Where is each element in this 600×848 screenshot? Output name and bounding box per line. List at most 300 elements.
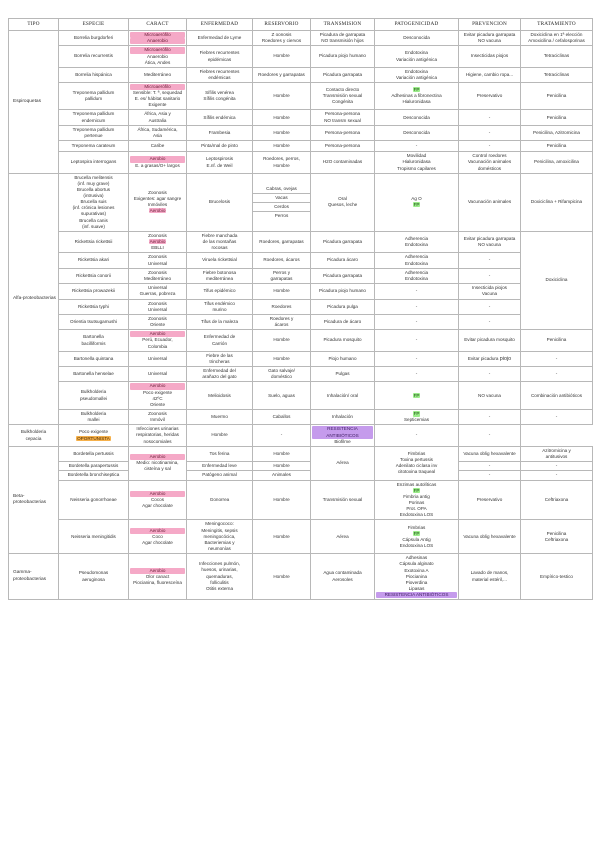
table-row [9, 351, 593, 366]
caract-text: E. a grasas/O+ largos [135, 162, 180, 168]
caract-text: Zoonosis [148, 232, 167, 238]
fp-badge: FP [413, 487, 420, 493]
enfermedad-cell: Fiebres recurrentes epidémicas [187, 46, 253, 67]
tratamiento-cell: - [521, 462, 593, 471]
reservorio-cell: Hombre [253, 110, 311, 125]
patogenicidad-cell: Desconocida [375, 125, 459, 140]
section-gamma: Gamma- proteobacterias [9, 554, 59, 600]
enfermedad-cell: Frambesia [187, 125, 253, 140]
caract-cell [129, 554, 187, 600]
transmision-cell: Persona-persona NO transm sexual [311, 110, 375, 125]
caract-cell [129, 520, 187, 554]
especie-cell: Pseudomonas aeruginosa [59, 554, 129, 600]
especie-cell: Rickettsia prowazekii [59, 284, 129, 299]
caract-cell [129, 173, 187, 231]
especie-cell: Bulkholderia mallei [59, 409, 129, 424]
table-row [9, 330, 593, 351]
tratamiento-cell: Penicilina [521, 110, 593, 125]
caract-text: Medio: nicotinamina, cisteína y sal [136, 460, 179, 472]
caract-cell [129, 446, 187, 480]
patogenicidad-text: Fimbrias [407, 524, 426, 530]
caract-cell: Caribe [129, 141, 187, 152]
enfermedad-cell: Muermo [187, 409, 253, 424]
reservorio-cell: Roedores, garrapatas [253, 231, 311, 253]
caract-text: Zoonosis Exigentes: agar sangre Inmóviles [133, 190, 182, 208]
patogenicidad-cell [375, 173, 459, 231]
table-row [9, 382, 593, 409]
patogenicidad-cell: Endotoxina Variación antigénica [375, 46, 459, 67]
transmision-cell: Picadura ácaro [311, 253, 375, 268]
table-row [9, 268, 593, 283]
caract-cell: África, Sudamérica, Asia [129, 125, 187, 140]
table-row [9, 367, 593, 382]
prevencion-cell: Lavado de manos, material estéril,... [459, 554, 521, 600]
prevencion-cell: - [459, 314, 521, 329]
prevencion-cell: Insecticidas piojos [459, 46, 521, 67]
transmision-cell: Agua contaminada Aerosoles [311, 554, 375, 600]
enfermedad-cell: Infecciones pulmón, huesos, urinarias, quemaduras, folliculitis Otitis externa [187, 554, 253, 600]
tratamiento-cell: Penicilina, amoxicilina [521, 152, 593, 174]
caract-cell: Mediterráneo [129, 67, 187, 82]
patogenicidad-cell [375, 520, 459, 554]
patogenicidad-text: Fimbria antig Porinas Prot. OPA Endotoxina LOS [399, 493, 434, 518]
header-transmision: TRANSMISION [311, 19, 375, 31]
caract-cell [129, 330, 187, 351]
enfermedad-cell: Melioidosis [187, 382, 253, 409]
table-row [9, 554, 593, 600]
especie-cell: Bartonella bacilliformis [59, 330, 129, 351]
tratamiento-cell: Ceftriaxona [521, 480, 593, 520]
fp-badge: FP [413, 530, 420, 536]
bacteria-table [8, 18, 593, 600]
caract-cell: África, Asia y Australia [129, 110, 187, 125]
caract-cell: Zoonosis Universal [129, 299, 187, 314]
table-row [9, 31, 593, 46]
reservorio-cell: Animales [253, 471, 311, 480]
aerobio-badge: Aerobio [130, 156, 185, 162]
especie-cell: Treponema pallidum pallidum [59, 83, 129, 110]
section-beta: Beta-proteobacterias [9, 446, 59, 554]
tratamiento-cell: Combinación antibióticos [521, 382, 593, 409]
reservorio-cell: Hombre [253, 330, 311, 351]
especie-cell: Bulkholderia cepacia [9, 425, 59, 447]
transmision-cell: H2O contaminadas [311, 152, 375, 174]
transmision-cell: Piojo humano [311, 351, 375, 366]
patogenicidad-cell [311, 425, 375, 447]
caract-text: EBLLI [151, 245, 164, 251]
patogenicidad-cell: Endotoxina Variación antigénica [375, 67, 459, 82]
patogenicidad-text: Adhesinas Cápsula alginato Exotoxina A Piocianina Pioverdina Lipasas [399, 555, 434, 591]
especie-cell: Rickettsia akari [59, 253, 129, 268]
tratamiento-cell: Tetraciclinas [521, 67, 593, 82]
prevencion-cell: Control roedores Vacunación animales domésticos [459, 152, 521, 174]
transmision-cell: Picadura mosquito [311, 330, 375, 351]
reservorio-cell: Hombre [253, 480, 311, 520]
reservorio-cell: Roedores y ácaros [253, 314, 311, 329]
microaerofilo-badge: Microaerófilo [130, 47, 185, 53]
brucella-suis: Brucella suis (inf. crónica lesiones supurativas) [72, 199, 115, 217]
prevencion-cell: Vacunación animales [459, 173, 521, 231]
caract-cell: Zoonosis Universal [129, 253, 187, 268]
enfermedad-cell: Viruela rickettsial [187, 253, 253, 268]
reservorio-cell: Caballos [253, 409, 311, 424]
table-row [9, 141, 593, 152]
fp-badge: FP [413, 410, 420, 416]
header-prevencion: PREVENCION [459, 19, 521, 31]
prevencion-cell: Evitar picadura garrapata NO vacuna [459, 231, 521, 253]
reservorio-cell: Hombre [253, 351, 311, 366]
prevencion-cell: Preservativo [459, 480, 521, 520]
prevencion-cell: - [459, 110, 521, 125]
patogenicidad-cell: - [375, 299, 459, 314]
aerobio-badge: Aerobio [149, 208, 166, 214]
transmision-cell: Picadura de ácaro [311, 314, 375, 329]
reservorio-cell: Hombre [253, 83, 311, 110]
especie-cell: Bordetella bronchiseptica [59, 471, 129, 480]
tratamiento-cell: Doxiciclina en 1ª elección Amoxicilina / cefalosporinas [521, 31, 593, 46]
enfermedad-cell: Enfermedad del arañazo del gato [187, 367, 253, 382]
patogenicidad-cell [375, 382, 459, 409]
header-row [9, 19, 593, 31]
table-row [9, 446, 593, 461]
reservorio-perros: Perros [253, 211, 310, 219]
table-row [9, 253, 593, 268]
tratamiento-cell: Penicilina [521, 330, 593, 351]
prevencion-cell: - [459, 471, 521, 480]
especie-cell: Leptospira interrogans [59, 152, 129, 174]
caract-cell [129, 382, 187, 409]
caract-cell: Zoonosis Inmóvil [129, 409, 187, 424]
patogenicidad-cell: Fimbrias Toxina pertussis Adenilato ciclasa inv citotoxina traqueal [375, 446, 459, 480]
especie-cell: Orientia tsutsugamushi [59, 314, 129, 329]
patogenicidad-cell: - [375, 284, 459, 299]
prevencion-cell: Preservativo [459, 83, 521, 110]
especie-cell: Bordetella parapertussis [59, 462, 129, 471]
aerobio-badge: Aerobio [130, 491, 185, 497]
prevencion-cell: - [459, 367, 521, 382]
table-row [9, 284, 593, 299]
especie-cell: Bartonella henselae [59, 367, 129, 382]
enfermedad-cell: Enfermedad leve [187, 462, 253, 471]
caract-cell: Universal [129, 351, 187, 366]
table-row [9, 152, 593, 174]
prevencion-text: Evitar picadura [467, 355, 499, 361]
reservorio-cell: Hombre [253, 284, 311, 299]
reservorio-cell: Roedores, perros, Hombre [253, 152, 311, 174]
prevencion-cell: Insecticida piojos Vacuna [459, 284, 521, 299]
patogenicidad-cell [375, 83, 459, 110]
tratamiento-cell: Penicilina [521, 141, 593, 152]
reservorio-cell: Gato salvaje/ doméstico [253, 367, 311, 382]
tratamiento-cell: Tetraciclinas [521, 46, 593, 67]
table-row [9, 110, 593, 125]
tratamiento-cell: Penicilina [521, 83, 593, 110]
transmision-cell: Persona-persona [311, 125, 375, 140]
transmision-cell: Picadura garrapata [311, 231, 375, 253]
resistencia-badge: RESISTENCIA ANTIBIÓTICOS [376, 592, 457, 598]
tratamiento-cell: Penicilina Ceftriaxona [521, 520, 593, 554]
caract-text: Olor canact Piocianina, fluoresceína [133, 573, 182, 585]
transmision-cell: Picadura piojo humano [311, 284, 375, 299]
tratamiento-cell: Azitromicina y antitusivos [521, 446, 593, 461]
caract-cell [129, 46, 187, 67]
table-row [9, 462, 593, 471]
reservorio-cell: Hombre [187, 425, 253, 447]
enfermedad-cell: Enfermedad de Carrión [187, 330, 253, 351]
patogenicidad-text: Cápsula Antig Endotoxina LOS [399, 536, 434, 548]
patogenicidad-text: Enzimas autolíticas [396, 481, 437, 487]
tratamiento-cell: - [459, 425, 521, 447]
especie-cell: Bordetella pertussis [59, 446, 129, 461]
table-row [9, 83, 593, 110]
transmision-cell: Picadura garrapata [311, 67, 375, 82]
caract-cell [129, 231, 187, 253]
caract-cell [129, 83, 187, 110]
transmision-cell: Picadura pulga [311, 299, 375, 314]
caract-cell: Zoonosis Oriente [129, 314, 187, 329]
table-row [9, 299, 593, 314]
especie-cell: Rickettsia rickettsii [59, 231, 129, 253]
caract-text: Poco exigente [78, 429, 109, 435]
enfermedad-cell: Tos ferina [187, 446, 253, 461]
tratamiento-cell: - [521, 367, 593, 382]
especie-cell: Neisseria gonorrhoeae [59, 480, 129, 520]
header-tratamiento: TRATAMIENTO [521, 19, 593, 31]
patogenicidad-cell [375, 554, 459, 600]
table-row [9, 471, 593, 480]
microaerofilo-badge: Microaerófilo [130, 32, 185, 38]
enfermedad-cell: Leptospirosis E.nf. de Weil [187, 152, 253, 174]
fp-badge: FP [413, 87, 420, 93]
enfermedad-cell: Fiebre manchada de las montañas rocosas [187, 231, 253, 253]
especie-cell [59, 173, 129, 231]
reservorio-cell: Perros y garrapatas [253, 268, 311, 283]
table-row [9, 173, 593, 231]
prevencion-cell: - [375, 425, 459, 447]
prevencion-cell: - [459, 141, 521, 152]
enfermedad-cell: Fiebre botonosa mediterránea [187, 268, 253, 283]
aerobio-badge: Aerobio [149, 238, 166, 244]
enfermedad-cell: Fiebre de las trincheras [187, 351, 253, 366]
header-enfermedad: ENFERMEDAD [187, 19, 253, 31]
prevencion-cell: Evitar picadura mosquito [459, 330, 521, 351]
enfermedad-cell: Enfermedad de Lyme [187, 31, 253, 46]
patogenicidad-text: Adhesinas a fibronectina Hialuronidasa [391, 93, 442, 105]
patogenicidad-text: Biofilme [334, 438, 351, 444]
prevencion-cell: - [459, 253, 521, 268]
transmision-cell: Picadura piojo humano [311, 46, 375, 67]
patogenicidad-cell [375, 409, 459, 424]
reservorio-vacas: Vacas [253, 193, 310, 201]
transmision-cell: Contacto directo Transmisión sexual Congénita [311, 83, 375, 110]
caract-cell: Universal [129, 367, 187, 382]
enfermedad-cell: Tifus de la maleza [187, 314, 253, 329]
reservorio-cell: Hombre [253, 125, 311, 140]
transmision-cell: Picadura garrapata [311, 268, 375, 283]
caract-text: Coco Agar chocolate [142, 533, 173, 545]
enfermedad-cell: Meningococo: Meningitis, sepsis meningocócica, Bacteriemias y neumonías [187, 520, 253, 554]
caract-text: Perú, Ecuador, Colombia [142, 337, 173, 349]
reservorio-cell: Z oonosis Roedores y ciervos [253, 31, 311, 46]
brucella-melitensis: Brucella melitensis (inf. muy grave) [74, 174, 113, 186]
table-row [9, 67, 593, 82]
prevencion-cell: Higiene, cambio ropa... [459, 67, 521, 82]
prevencion-cell: Vacuna oblig hexavalente [459, 520, 521, 554]
table-row [9, 520, 593, 554]
fp-badge: FP [413, 392, 420, 398]
enfermedad-cell: Fiebres recurrentes endémicas [187, 67, 253, 82]
patogenicidad-cell: - [375, 351, 459, 366]
table-row [9, 425, 593, 447]
reservorio-cell: Hombre [253, 554, 311, 600]
caract-cell [129, 480, 187, 520]
tratamiento-cell: Empírico-testico [521, 554, 593, 600]
microaerofilo-badge: Microaerófilo [130, 84, 185, 90]
reservorio-cell: Roedores [253, 299, 311, 314]
enfermedad-cell: Patógeno animal [187, 471, 253, 480]
especie-cell: Treponema pallidum pertenue [59, 125, 129, 140]
prevencion-cell: NO vacuna [459, 382, 521, 409]
transmision-cell: Inhalación [311, 409, 375, 424]
especie-cell: Bulkholderia pseudomallei [59, 382, 129, 409]
patogenicidad-cell: - [375, 314, 459, 329]
prevencion-cell: - [459, 299, 521, 314]
transmision-cell: Oral Quesos, leche [311, 173, 375, 231]
caract-cell: Universal Guerras, pobreza [129, 284, 187, 299]
reservorio-cerdos: Cerdos [253, 202, 310, 210]
caract-text: Anaerobio Ática, Andes [144, 53, 171, 65]
table-row [9, 125, 593, 140]
fp-badge: FP [413, 202, 420, 208]
table-row [9, 231, 593, 253]
patogenicidad-cell [375, 480, 459, 520]
especie-cell: Rickettsia typhi [59, 299, 129, 314]
resistencia-badge: RESISTENCIA ANTIBIÓTICOS [312, 426, 373, 438]
header-patogenicidad: PATOGENICIDAD [375, 19, 459, 31]
aerobio-badge: Aerobio [130, 383, 185, 389]
patogenicidad-cell: Movilidad Hialuronidasa Tropismo capilares [375, 152, 459, 174]
patogenicidad-cell: - [375, 141, 459, 152]
oportunista-badge: OPORTUNISTA [77, 435, 110, 441]
aerobio-badge: Aerobio [130, 568, 185, 574]
reservorio-cell: Roedores, ácaros [253, 253, 311, 268]
patogenicidad-cell: Adherencia Endotoxina [375, 231, 459, 253]
reservorio-cell: Hombre [253, 520, 311, 554]
transmision-cell: Picadura de garrapata NO transmisión hijos [311, 31, 375, 46]
prevencion-cell: Vacuna oblig hexavalente [459, 446, 521, 461]
aerobio-badge: Aerobio [130, 454, 185, 460]
patogenicidad-cell: Adherencia Endotoxina [375, 268, 459, 283]
caract-cell [129, 152, 187, 174]
especie-cell: Treponema pallidum endemicum [59, 110, 129, 125]
enfermedad-cell: Gonorrea [187, 480, 253, 520]
tratamiento-cell: - [521, 351, 593, 366]
enfermedad-cell: Brucelosis [187, 173, 253, 231]
caract-cell [59, 425, 129, 447]
patogenicidad-cell: Adherencia Endotoxina [375, 253, 459, 268]
enfermedad-cell: Sífilis endémica [187, 110, 253, 125]
aerobio-badge: Aerobio [130, 528, 185, 534]
table-row [9, 409, 593, 424]
reservorio-cabras: Cabras, ovejas [266, 185, 297, 191]
enfermedad-cell: Tifus endémico murino [187, 299, 253, 314]
caract-cell [129, 31, 187, 46]
reservorio-cell: Hombre [253, 141, 311, 152]
tratamiento-cell: Doxiciclina + Rifampicina [521, 173, 593, 231]
enfermedad-cell: Sífilis venérea Sífilis congénita [187, 83, 253, 110]
patogenicidad-cell: Desconocida [375, 31, 459, 46]
especie-cell: Bartonella quintana [59, 351, 129, 366]
transmision-cell: Persona-persona [311, 141, 375, 152]
brucella-canis: Brucella canis (inf. suave) [79, 217, 108, 229]
especie-cell: Borrelia burgdorferi [59, 31, 129, 46]
aerobio-badge: Aerobio [130, 331, 185, 337]
section-espiroquetas: Espiroquetas [9, 31, 59, 174]
caract-cell: Zoonosis Mediterráneo [129, 268, 187, 283]
especie-cell: Neisseria meningitidis [59, 520, 129, 554]
especie-cell: Borrelia recurrentis [59, 46, 129, 67]
reservorio-cell: Hombre [253, 446, 311, 461]
especie-cell: Rickettsia conorii [59, 268, 129, 283]
brucella-abortus: Brucella abortus (intrusiva) [76, 187, 111, 199]
transmision-cell: Transmisión sexual [311, 480, 375, 520]
enfermedad-cell: Infecciones urinarias respiratorias, heridas nosocomiales [129, 425, 187, 447]
caract-text: Cocos Agar chocolate [142, 496, 173, 509]
tratamiento-cell: Penicilina, Azitromicina [521, 125, 593, 140]
reservorio-cell [253, 173, 311, 231]
transmision-cell: - [253, 425, 311, 447]
reservorio-cell: Hombre [253, 462, 311, 471]
prevencion-cell: - [459, 409, 521, 424]
table-row [9, 314, 593, 329]
prevencion-cell [459, 351, 521, 366]
transmision-cell: Aérea [311, 520, 375, 554]
caract-text: Poco exigente 42ºC Oriente [142, 389, 173, 407]
patogenicidad-text: Septicemias [403, 417, 430, 423]
prevencion-cell: - [459, 462, 521, 471]
table-row [9, 46, 593, 67]
prevencion-cell: - [459, 125, 521, 140]
enfermedad-cell: Pinta/mal de pinto [187, 141, 253, 152]
prevencion-cell: Evitar picadura garrapata NO vacuna [459, 31, 521, 46]
table-row [9, 480, 593, 520]
patogenicidad-cell: - [375, 367, 459, 382]
prevencion-note: piojo [499, 355, 512, 362]
reservorio-cell: Hombre [253, 46, 311, 67]
transmision-cell: Pulgas [311, 367, 375, 382]
especie-cell: Treponema carateum [59, 141, 129, 152]
anaerobio-badge: Anaerobio [130, 38, 185, 44]
patogenicidad-cell: Desconocida [375, 110, 459, 125]
reservorio-cell: Roedores y garrapatas [253, 67, 311, 82]
prevencion-cell: - [459, 268, 521, 283]
section-alfa: Alfa-proteobacterias [9, 173, 59, 424]
header-caract: CARACT [129, 19, 187, 31]
reservorio-cell: Suelo, aguas [253, 382, 311, 409]
transmision-cell: Aérea [311, 446, 375, 480]
tratamiento-cell: - [521, 471, 593, 480]
caract-text: Sensible: T. ª, sequedad E. es/ hábitat sanitario Exigente [132, 90, 183, 108]
especie-cell: Borrelia hispánica [59, 67, 129, 82]
transmision-cell: Inhalación/ oral [311, 382, 375, 409]
patogenicidad-cell: - [375, 330, 459, 351]
tratamiento-cell: - [521, 409, 593, 424]
tratamiento-cell: Doxiciclina [521, 231, 593, 330]
patogenicidad-text: Ag O [411, 196, 422, 202]
header-tipo: TIPO [9, 19, 59, 31]
enfermedad-cell: Tifus epidémico [187, 284, 253, 299]
header-reservorio: RESERVORIO [253, 19, 311, 31]
